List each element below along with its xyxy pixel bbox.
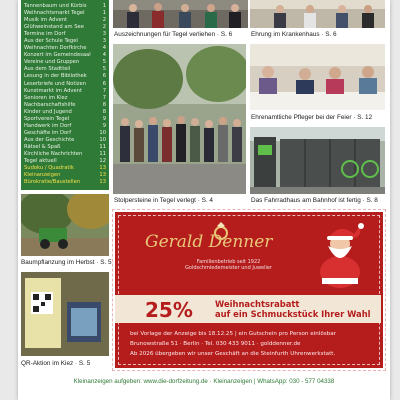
toc-entry-page: 11 xyxy=(99,150,106,157)
toc-entry xyxy=(21,165,109,172)
toc-entry xyxy=(21,95,109,102)
toc-entry-page: 1 xyxy=(102,10,106,17)
toc-entry-page: 13 xyxy=(99,172,106,179)
newspaper-page xyxy=(18,0,390,400)
ad-offer-banner xyxy=(115,295,381,323)
toc-entry-page: 7 xyxy=(102,94,106,101)
toc-entry-page: 8 xyxy=(102,108,106,115)
toc-entry xyxy=(21,172,109,179)
toc-entry-page: 1 xyxy=(102,3,106,9)
page-footer: Kleinanzeigen aufgeben: www.die-dorfzeitung.de · Kleinanzeigen | WhatsApp: 030 - 577 04338 xyxy=(73,378,335,385)
toc-entry-page: 5 xyxy=(102,66,106,73)
toc-entry-label: Handwerk im Dorf xyxy=(24,122,72,129)
toc-entry-page: 3 xyxy=(102,38,106,45)
toc-entry-page: 2 xyxy=(102,17,106,24)
caption-seniors: Ehrenamtliche Pfleger bei der Feier · S. 12 xyxy=(251,114,373,121)
caption-bike: Das Fahrradhaus am Bahnhof ist fertig · S. 8 xyxy=(251,197,378,204)
toc-entry-page: 4 xyxy=(102,45,106,52)
photo-seniors xyxy=(250,44,385,110)
toc-entry xyxy=(21,45,109,52)
toc-entry-page: 13 xyxy=(99,165,106,172)
ad-brand-name: Gerald Denner xyxy=(145,232,273,252)
toc-entry-page: 2 xyxy=(102,24,106,31)
toc-entry-page: 9 xyxy=(102,115,106,122)
toc-entry xyxy=(21,17,109,24)
toc-entry xyxy=(21,31,109,38)
caption-group: Stolpersteine in Tegel verlegt · S. 4 xyxy=(114,197,213,204)
toc-entry xyxy=(21,88,109,95)
toc-entry xyxy=(21,116,109,123)
toc-entry-label: Rätsel & Spaß xyxy=(24,143,61,150)
toc-entry-label: Lesung in der Bibliothek xyxy=(24,73,87,80)
toc-entry-label: Termine im Dorf xyxy=(24,31,66,38)
santa-illustration xyxy=(310,220,370,290)
toc-entry xyxy=(21,38,109,45)
toc-entry-label: Aus der Schule Tegel xyxy=(24,38,78,45)
toc-entry-label: Weihnachtsmarkt Tegel xyxy=(24,10,85,17)
ring-icon xyxy=(211,222,231,240)
toc-entry-label: Aus dem Stadtteil xyxy=(24,66,71,73)
toc-entry-label: Konzert im Gemeindesaal xyxy=(24,52,91,59)
photo-bike-station xyxy=(250,127,385,194)
toc-entry xyxy=(21,151,109,158)
toc-entry xyxy=(21,130,109,137)
toc-entry xyxy=(21,73,109,80)
photo-tree-planting xyxy=(21,194,109,256)
toc-entry xyxy=(21,158,109,165)
ad-footer-text: bei Vorlage der Anzeige bis 18.12.25 | ein Gutschein pro Person einlösbar Brunowstraße 51 · Berlin · Tel. 030 433 9011 · golddenner.de Ab 2026 übergeben wir unser Geschäft an die Steinfurth Uhrenwerkstatt. xyxy=(130,331,336,357)
toc-entry-label: Sudoku / Quadratik xyxy=(24,165,74,172)
toc-entry-label: Senioren im Kiez xyxy=(24,94,68,101)
toc-entry-label: Tegel aktuell xyxy=(24,158,57,165)
toc-entry xyxy=(21,144,109,151)
toc-entry-page: 13 xyxy=(99,179,106,186)
toc-entry xyxy=(21,81,109,88)
toc-entry-label: Geschäfte im Dorf xyxy=(24,129,72,136)
toc-entry xyxy=(21,3,109,10)
jeweler-advertisement xyxy=(113,210,385,370)
toc-entry-page: 7 xyxy=(102,87,106,94)
toc-entry-label: Weihnachten Dorfkirche xyxy=(24,45,87,52)
toc-entry-label: Leserbriefe und Notizen xyxy=(24,80,86,87)
toc-entry-label: Glühweinstand am See xyxy=(24,24,84,31)
toc-entry-label: Kleinanzeigen xyxy=(24,172,61,179)
toc-entry xyxy=(21,59,109,66)
toc-entry xyxy=(21,123,109,130)
toc-entry-page: 3 xyxy=(102,31,106,38)
table-of-contents xyxy=(21,0,109,190)
toc-entry-label: Kinder und Jugend xyxy=(24,108,72,115)
toc-entry xyxy=(21,102,109,109)
toc-entry-page: 10 xyxy=(99,129,106,136)
caption-honor: Ehrung im Krankenhaus · S. 6 xyxy=(251,31,337,38)
toc-entry-page: 12 xyxy=(99,158,106,165)
caption-poster: QR-Aktion im Kiez · S. 5 xyxy=(21,360,91,367)
photo-award-ceremony xyxy=(113,0,248,28)
photo-group xyxy=(113,44,246,194)
toc-entry-page: 9 xyxy=(102,122,106,129)
photo-poster xyxy=(21,272,109,356)
toc-entry-page: 6 xyxy=(102,80,106,87)
toc-entry-label: Bürokratie/Baustellen xyxy=(24,179,81,186)
toc-entry-page: 4 xyxy=(102,52,106,59)
toc-entry xyxy=(21,109,109,116)
toc-entry xyxy=(21,24,109,31)
toc-entry xyxy=(21,179,109,186)
toc-entry xyxy=(21,66,109,73)
toc-entry-label: Vereine und Gruppen xyxy=(24,59,80,66)
ad-brand-subline: Familienbetrieb seit 1922 Goldschmiedemeister und Juwelier xyxy=(185,259,273,271)
toc-entry xyxy=(21,52,109,59)
caption-tree: Baumpflanzung im Herbst · S. 5 xyxy=(21,259,112,266)
toc-entry-page: 11 xyxy=(99,143,106,150)
toc-entry-label: Tannenbaum und Kürbis xyxy=(24,3,87,9)
toc-entry-label: Kunstmarkt im Advent xyxy=(24,87,82,94)
toc-entry-label: Kirchliche Nachrichten xyxy=(24,150,83,157)
toc-entry-label: Sportverein Tegel xyxy=(24,115,70,122)
toc-entry-page: 6 xyxy=(102,73,106,80)
caption-award: Auszeichnungen für Tegel verliehen · S. 6 xyxy=(114,31,233,38)
toc-entry-page: 10 xyxy=(99,136,106,143)
photo-honor xyxy=(250,0,385,28)
ad-discount-percent: 25% xyxy=(145,298,193,322)
toc-entry-label: Musik im Advent xyxy=(24,17,68,24)
toc-entry-page: 5 xyxy=(102,59,106,66)
toc-entry-label: Nachbarschaftshilfe xyxy=(24,101,76,108)
toc-entry xyxy=(21,10,109,17)
toc-entry xyxy=(21,137,109,144)
ad-offer-text: Weihnachtsrabatt auf ein Schmuckstück Ihrer Wahl xyxy=(215,299,371,319)
toc-entry-label: Aus der Geschichte xyxy=(24,136,75,143)
toc-entry-page: 8 xyxy=(102,101,106,108)
